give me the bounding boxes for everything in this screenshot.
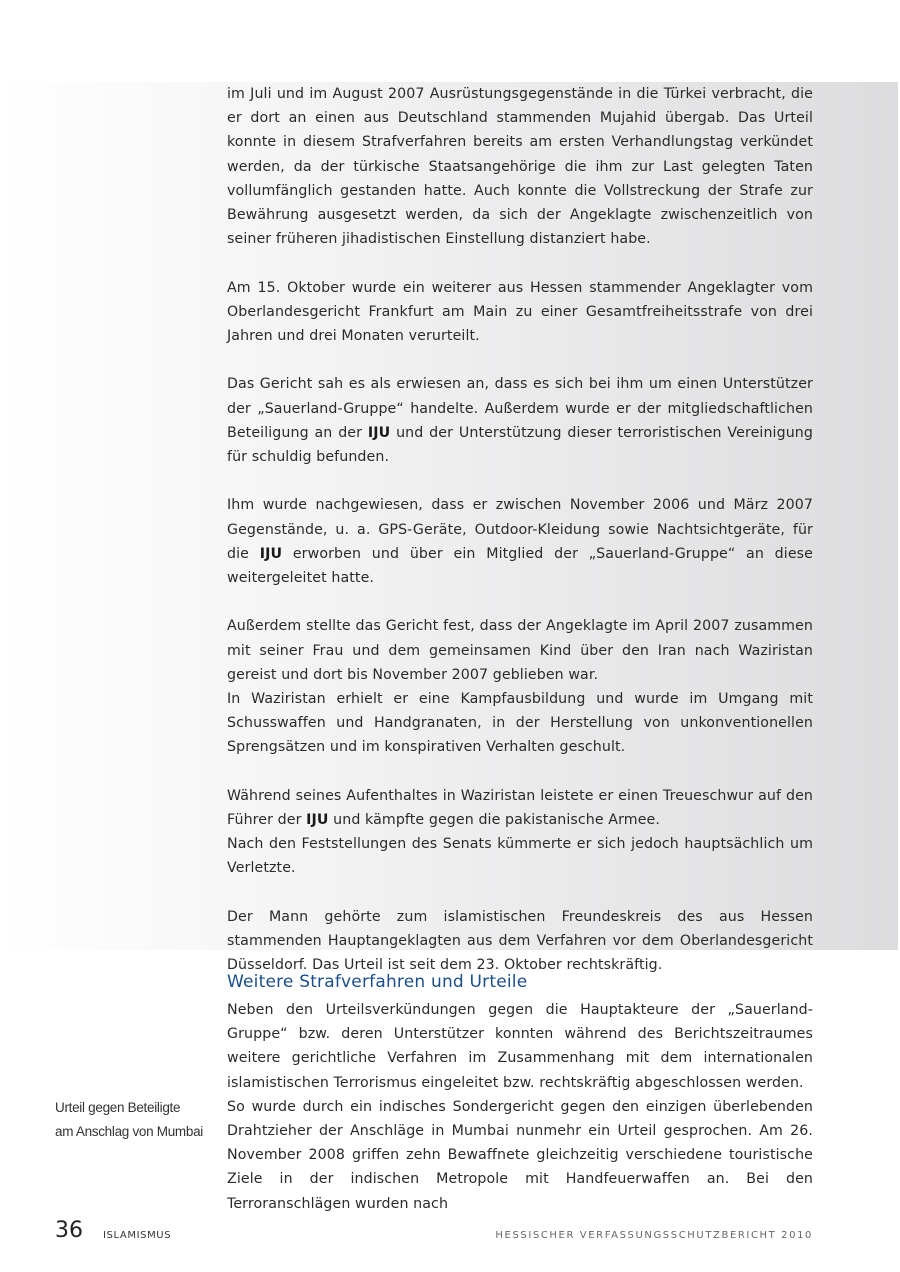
paragraph: Am 15. Oktober wurde ein weiterer aus Hessen stammender Angeklagter vom Oberlandesgericht Frankfurt am Main zu einer Gesamtfreiheitsstrafe von drei Jahren und drei Monaten verurteilt. (227, 279, 813, 345)
margin-note (55, 1096, 203, 1144)
paragraph: So wurde durch ein indisches Sondergericht gegen den einzigen überlebenden Drahtzieher der Anschläge in Mumbai nunmehr ein Urteil gesprochen. Am 26. November 2008 griffen zehn Bewaffnete gleichzeitig verschiedene touristische Ziele in der indischen Metropole mit Handfeuerwaffen an. Bei den Terroranschlägen wurden nach (227, 1098, 813, 1212)
paragraph (227, 372, 813, 469)
paragraph: Der Mann gehörte zum islamistischen Freundeskreis des aus Hessen stammenden Hauptangeklagten aus dem Verfahren vor dem Oberlandesgericht Düsseldorf. Das Urteil ist seit dem 23. Oktober rechtskräftig. (227, 908, 813, 974)
chapter-label: ISLAMISMUS (103, 1230, 172, 1241)
text-run: und kämpfte gegen die pakistanische Armee. (328, 812, 660, 829)
margin-note-line: Urteil gegen Beteiligte (55, 1100, 181, 1115)
paragraph: Neben den Urteilsverkündungen gegen die Hauptakteure der „Sauerland-Gruppe“ bzw. deren Unterstützer konnten während des Berichtszeitraumes weitere gerichtliche Verfahren im Zusammenhang mit dem internationalen islamistischen Terrorismus eingeleitet bzw. rechtskräftig abgeschlossen werden. (227, 1002, 813, 1091)
text-run: Während seines Aufenthaltes in Waziristan leistete er einen Treueschwur auf den Führer der (227, 787, 813, 829)
paragraph (227, 493, 813, 590)
paragraph: In Waziristan erhielt er eine Kampfausbildung und wurde im Umgang mit Schusswaffen und Handgranaten, in der Herstellung von unkonventionellen Sprengsätzen und im konspirativen Verhalten geschult. (227, 691, 813, 756)
section-text-column (227, 998, 813, 1216)
text-run: Das Gericht sah es als erwiesen an, dass es sich bei ihm um einen Unterstützer der „Sauerland-Gruppe“ handelte. Außerdem wurde er der mitgliedschaftlichen Beteiligung an der (227, 376, 813, 441)
paragraph: Außerdem stellte das Gericht fest, dass der Angeklagte im April 2007 zusammen mit seiner Frau und dem gemeinsamen Kind über den Iran nach Waziristan gereist und dort bis November 2007 geblieben war. (227, 618, 813, 683)
section-heading: Weitere Strafverfahren und Urteile (227, 972, 528, 992)
paragraph: im Juli und im August 2007 Ausrüstungsgegenstände in die Türkei verbracht, die er dort an einen aus Deutschland stammenden Mujahid übergab. Das Urteil konnte in diesem Strafverfahren bereits am ersten Verhandlungstag verkündet werden, da der türkische Staatsangehörige die ihm zur Last gelegten Taten vollumfänglich gestanden hatte. Auch konnte die Vollstreckung der Strafe zur Bewährung ausgesetzt werden, da sich der Angeklagte zwischenzeitlich von seiner früheren jihadistischen Einstellung distanziert habe. (227, 86, 813, 248)
paragraph (227, 784, 813, 832)
boxed-text-column (227, 82, 813, 977)
text-run: Ihm wurde nachgewiesen, dass er zwischen November 2006 und März 2007 Gegenstände, u. a. GPS-Geräte, Outdoor-Kleidung sowie Nachtsichtgeräte, für die (227, 497, 813, 562)
abbreviation: IJU (306, 812, 329, 829)
text-run: und der Unterstützung dieser terroristischen Vereinigung für schuldig befunden. (227, 424, 813, 466)
text-run: erworben und über ein Mitglied der „Sauerland-Gruppe“ an diese weitergeleitet hatte. (227, 545, 813, 587)
publication-title: HESSISCHER VERFASSUNGSSCHUTZBERICHT 2010 (495, 1230, 813, 1241)
page-number: 36 (55, 1218, 83, 1243)
abbreviation: IJU (367, 424, 391, 441)
paragraph: Nach den Feststellungen des Senats kümmerte er sich jedoch hauptsächlich um Verletzte. (227, 836, 813, 877)
abbreviation: IJU (259, 545, 283, 562)
margin-note-line: am Anschlag von Mumbai (55, 1124, 203, 1139)
